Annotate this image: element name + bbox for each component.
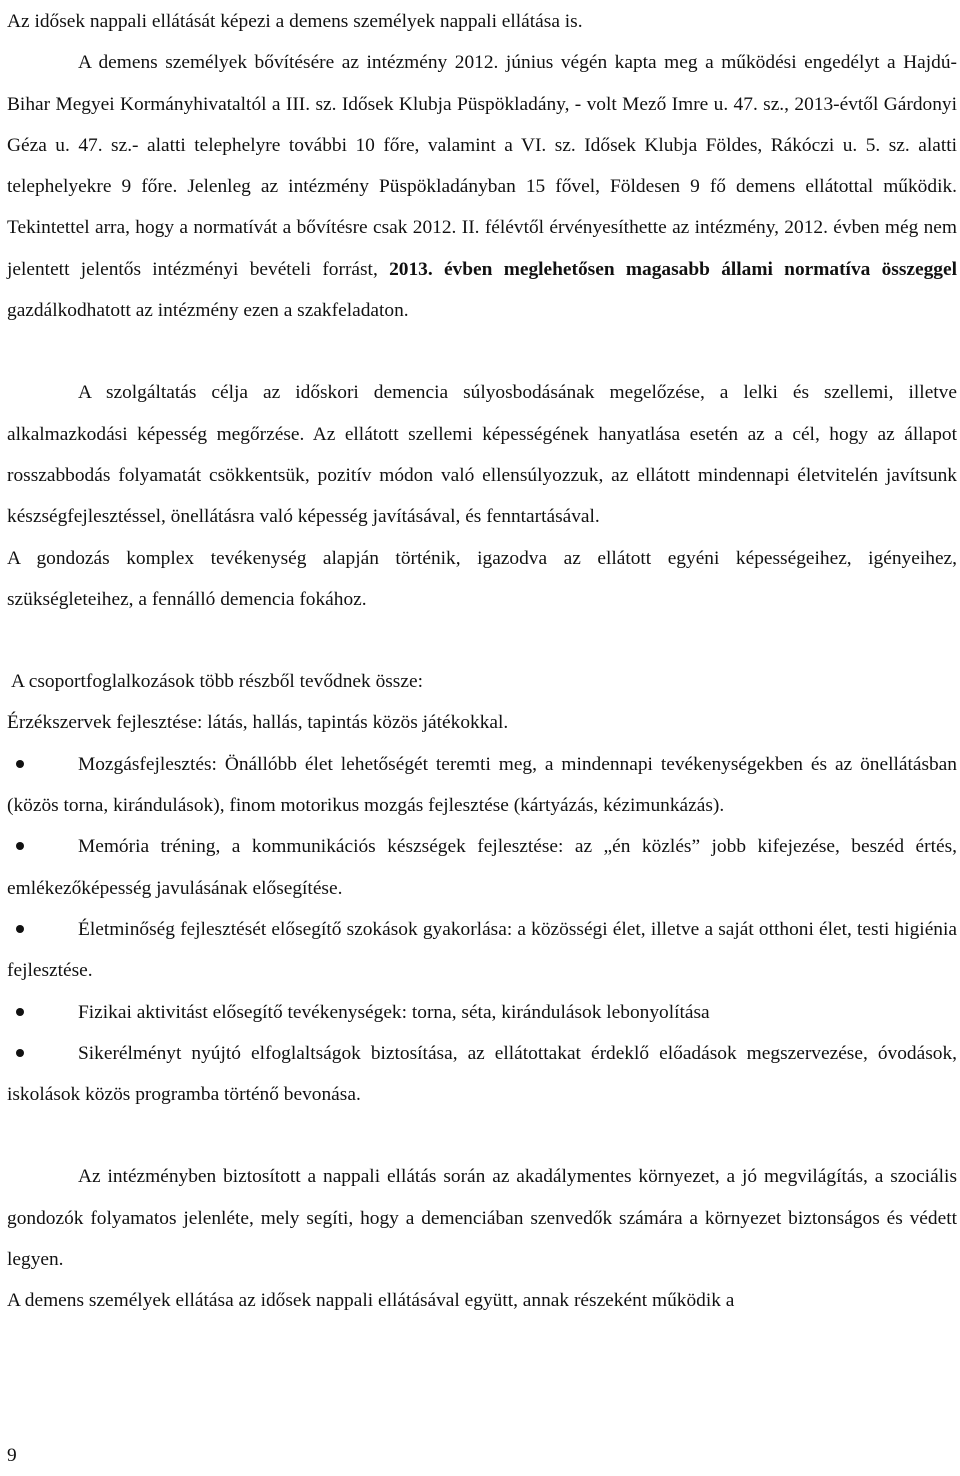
- paragraph-service-goal: A szolgáltatás célja az időskori demencia súlyosbodásának megelőzése, a lelki és szellemi, illetve alkalmazkodási képesség megőrzése. Az ellátott szellemi képességének hanyatlása esetén az a cél, hogy az állapot rosszabbodás folyamatát csökkentsük, pozitív módon való ellensúlyozzuk, az ellátott mindennapi életvitelén javítsunk készségfejlesztéssel, önellátásra való képesség javításával, és fenntartásával.: [7, 382, 957, 528]
- bullet-icon: [16, 1049, 24, 1057]
- bullet-item: [7, 1033, 957, 1116]
- bullet-icon: [16, 925, 24, 933]
- bullet-text: Sikerélményt nyújtó elfoglaltságok biztosítása, az ellátottakat érdeklő előadások megszervezése, óvodások, iskolások közös programba történő bevonása.: [7, 1042, 957, 1106]
- bullet-icon: [16, 842, 24, 850]
- bullet-item: [7, 909, 957, 992]
- paragraph-expansion: [7, 42, 957, 331]
- paragraph-intro: Az idősek nappali ellátását képezi a demens személyek nappali ellátása is.: [7, 11, 583, 32]
- paragraph-expansion-text: A demens személyek bővítésére az intézmény 2012. június végén kapta meg a működési engedélyt a Hajdú-Bihar Megyei Kormányhivataltól a III. sz. Idősek Klubja Püspökladány, - volt Mező Imre u. 47. sz., 2013-évtől Gárdonyi Géza u. 47. sz.- alatti telephelyre további 10 főre, valamint a VI. sz. Idősek Klubja Földes, Rákóczi u. 5. sz. alatti telephelyekre 9 főre. Jelenleg az intézmény Püspökladányban 15 fővel, Földesen 9 fő demens ellátottal működik. Tekintettel arra, hogy a normatívát a bővítésre csak 2012. II. félévtől érvényesíthette az intézmény, 2012. évben még nem jelentett jelentős intézményi bevételi forrást,: [7, 52, 957, 280]
- bullet-icon: [16, 760, 24, 768]
- spacer: [7, 1115, 957, 1156]
- paragraph-groups-heading: A csoportfoglalkozások több részből tevődnek össze:: [11, 671, 423, 693]
- spacer: [7, 331, 957, 372]
- bullet-item: [7, 744, 957, 827]
- bullet-text: Memória tréning, a kommunikációs készségek fejlesztése: az „én közlés” jobb kifejezése, beszéd értés, emlékezőképesség javulásának elősegítése.: [7, 836, 957, 899]
- page-number: 9: [7, 1445, 17, 1466]
- bullet-item: [7, 826, 957, 909]
- spacer: [7, 620, 957, 661]
- document-page: [7, 0, 957, 1322]
- paragraph-environment: Az intézményben biztosított a nappali ellátás során az akadálymentes környezet, a jó megvilágítás, a szociális gondozók folyamatos jelenléte, mely segíti, hogy a demenciában szenvedők számára a környezet biztonságos és védett legyen.: [7, 1166, 957, 1271]
- paragraph-senses: Érzékszervek fejlesztése: látás, hallás, tapintás közös játékokkal.: [7, 712, 509, 734]
- bullet-item: [7, 992, 957, 1033]
- bullet-text: Életminőség fejlesztését elősegítő szokások gyakorlása: a közösségi élet, illetve a saját otthoni élet, testi higiénia fejlesztése.: [7, 918, 957, 982]
- bullet-text: Mozgásfejlesztés: Önállóbb élet lehetőségét teremti meg, a mindennapi tevékenységekben és az önellátásban (közös torna, kirándulások), finom motorikus mozgás fejlesztése (kártyázás, kézimunkázás).: [7, 753, 957, 817]
- paragraph-closing: A demens személyek ellátása az idősek nappali ellátásával együtt, annak részeként működik a: [7, 1290, 735, 1312]
- paragraph-expansion-bold: 2013. évben meglehetősen magasabb állami normatíva összeggel: [389, 258, 957, 280]
- bullet-text: Fizikai aktivitást elősegítő tevékenységek: torna, séta, kirándulások lebonyolítása: [78, 1001, 710, 1023]
- paragraph-care: A gondozás komplex tevékenység alapján történik, igazodva az ellátott egyéni képességeihez, igényeihez, szükségleteihez, a fennálló demencia fokához.: [7, 547, 957, 610]
- paragraph-expansion-end: gazdálkodhatott az intézmény ezen a szakfeladaton.: [7, 300, 409, 322]
- bullet-icon: [16, 1008, 24, 1016]
